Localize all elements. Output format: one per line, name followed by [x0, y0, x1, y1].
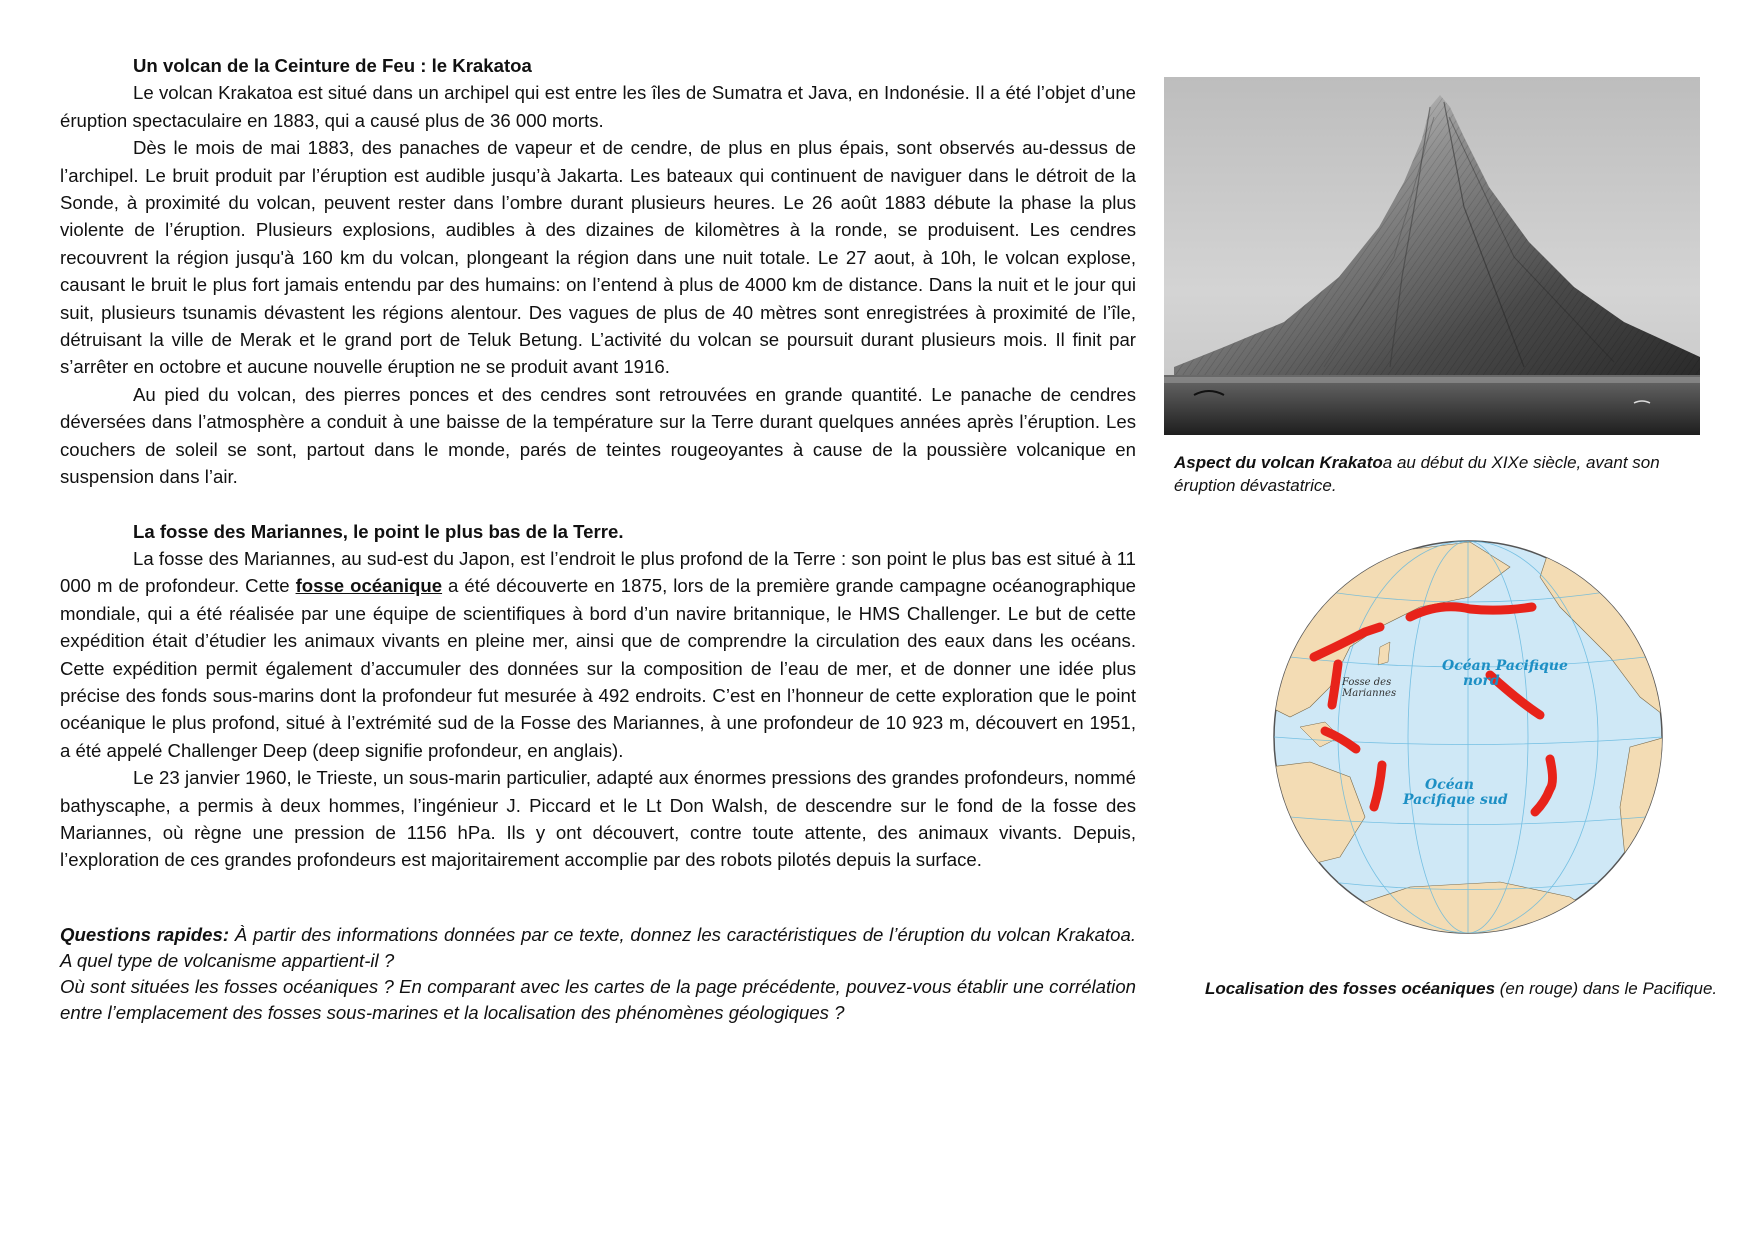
- main-text-column: [60, 52, 1136, 1026]
- section-title-mariannes: La fosse des Mariannes, le point le plus bas de la Terre.: [133, 520, 624, 542]
- label-trench-2: Mariannes: [1342, 688, 1397, 699]
- paragraph-text: La fosse des Mariannes, au sud-est du Japon, est l’endroit le plus profond de la Terre : son point le plus bas est situé à 11 000 m de profondeur. Cette: [60, 547, 1136, 597]
- paragraph: Au pied du volcan, des pierres ponces et des cendres sont retrouvées en grande quantité. Le panache de cendres déversées dans l’atmosphère a conduit à une baisse de la température sur la Terre durant quelques années après l’éruption. Les couchers de soleil se sont, partout dans le monde, parés de teintes rougeoyantes à cause de la poussière volcanique en suspension dans l’air.: [60, 383, 1136, 488]
- paragraph: Le volcan Krakatoa est situé dans un archipel qui est entre les îles de Sumatra et Java, en Indonésie. Il a été l’objet d’une éruption spectaculaire en 1883, qui a causé plus de 36 000 morts.: [60, 82, 1136, 131]
- trench-izu-bonin: [1332, 664, 1338, 705]
- paragraph: Dès le mois de mai 1883, des panaches de vapeur et de cendre, de plus en plus épais, sont observés au-dessus de l’archipel. Le bruit produit par l’éruption est audible jusqu’à Jakarta. Les bateaux qui continuent de naviguer dans le détroit de la Sonde, à proximité du volcan, peuvent rester dans l’ombre durant plusieurs heures. Le 26 août 1883 débute la phase la plus violente de l’éruption. Plusieurs explosions, audibles à des dizaines de kilomètres à la ronde, se produisent. Les cendres recouvrent la région jusqu'à 160 km du volcan, plongeant la région dans une nuit totale. Le 27 aout, à 10h, le volcan explose, causant le bruit le plus fort jamais entendu par des humains: on l’entend à plus de 4000 km de distance. Dans la nuit et le jour qui suit, plusieurs tsunamis dévastent les régions alentour. Des vagues de plus de 40 mètres sont enregistrées à proximité de l’île, détruisant la ville de Merak et le grand port de Teluk Betung. L’activité du volcan se poursuit durant plusieurs mois. Il finit par s’arrêter en octobre et aucune nouvelle éruption ne se produit avant 1916.: [60, 137, 1136, 378]
- section-title-krakatoa: Un volcan de la Ceinture de Feu : le Krakatoa: [133, 55, 532, 76]
- questions-label: Questions rapides:: [60, 923, 230, 945]
- label-ocean-south-2: Pacifique sud: [1403, 792, 1508, 808]
- paragraph-text: a été découverte en 1875, lors de la première grande campagne océanographique mondiale, qui a été réalisée par une équipe de scientifiques à bord d’un navire britannique, le HMS Challenger. Le but de cette expédition était d’étudier les animaux vivants en pleine mer, ainsi que de comprendre la circulation des eaux dans les océans. Cette expédition permit également d’accumuler des données sur la composition de l’eau de mer, et de donner une idée plus précise des fonds sous-marins dont la profondeur fut mesurée à 492 endroits. C’est en l’honneur de cette exploration que le point océanique le plus profond, situé à l’extrémité sud de la Fosse des Mariannes, à une profondeur de 10 923 m, découvert en 1951, a été appelé Challenger Deep (deep signifie profondeur, en anglais).: [60, 575, 1137, 761]
- volcano-engraving-image: [1164, 77, 1700, 435]
- question-2: Où sont situées les fosses océaniques ? En comparant avec les cartes de la page précédente, pouvez-vous établir une corrélation entre l’emplacement des fosses sous-marines et la localisation des phénomènes géologiques ?: [60, 975, 1136, 1023]
- paragraph: [60, 545, 1136, 764]
- question-1: Questions rapides: À partir des informations données par ce texte, donnez les caractéristiques de l’éruption du volcan Krakatoa. A quel type de volcanisme appartient-il ?: [60, 923, 1136, 971]
- label-ocean-north-2: nord: [1463, 673, 1500, 689]
- label-ocean-north-1: Océan Pacifique: [1442, 658, 1568, 674]
- label-ocean-south-1: Océan: [1425, 777, 1474, 793]
- label-trench-1: Fosse des: [1342, 677, 1392, 688]
- map-caption: Localisation des fosses océaniques (en rouge) dans le Pacifique.: [1205, 979, 1718, 998]
- volcano-caption: Aspect du volcan Krakatoa au début du XIXe siècle, avant son éruption dévastatrice.: [1174, 453, 1660, 495]
- questions-block: [60, 922, 1136, 1026]
- term-fosse-oceanique: fosse océanique: [295, 575, 443, 597]
- pacific-trenches-map: [1270, 537, 1666, 937]
- paragraph: Le 23 janvier 1960, le Trieste, un sous-marin particulier, adapté aux énormes pressions des grandes profondeurs, nommé bathyscaphe, a permis à deux hommes, l’ingénieur J. Piccard et le Lt Don Walsh, de descendre sur le fond de la fosse des Mariannes, où règne une pression de 1156 hPa. Ils y ont découvert, contre toute attente, des animaux vivants. Depuis, l’exploration de ces grandes profondeurs est majoritairement accomplie par des robots pilotés depuis la surface.: [60, 767, 1136, 871]
